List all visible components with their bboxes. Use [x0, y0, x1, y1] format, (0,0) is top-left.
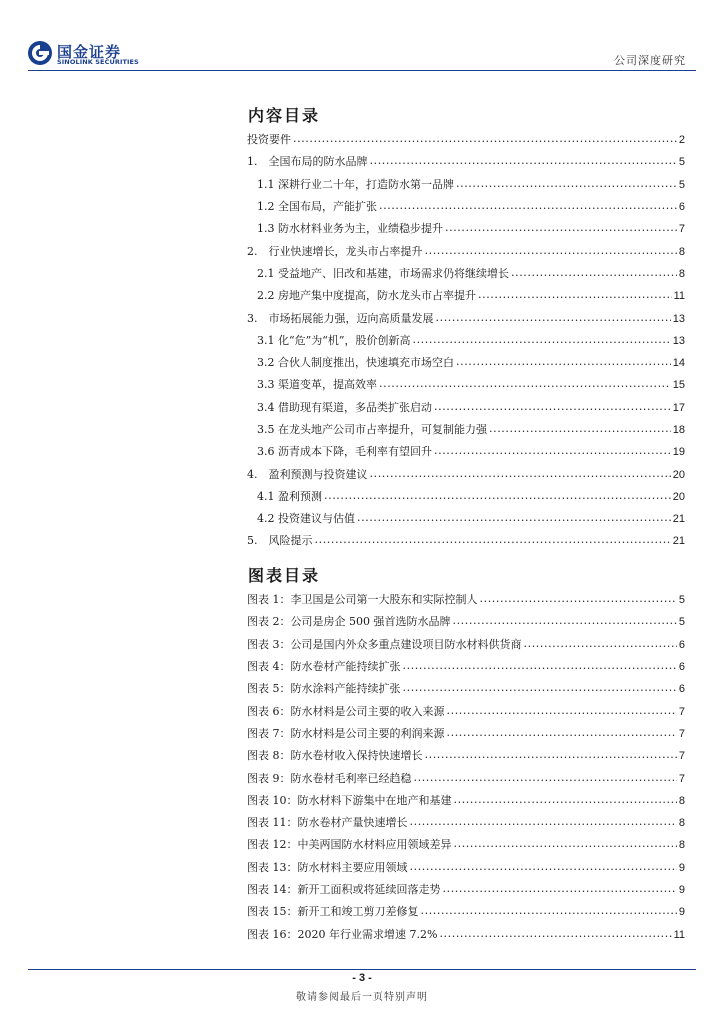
figure-entry-label: 图表 10：防水材料下游集中在地产和基建: [247, 793, 452, 807]
figure-entry[interactable]: [247, 812, 685, 834]
toc-entry-page: 18: [672, 424, 685, 436]
figure-entry-page: 6: [678, 661, 685, 674]
dot-leader: [370, 155, 677, 169]
dot-leader: [412, 334, 670, 348]
toc-entry[interactable]: [247, 263, 685, 285]
figure-entry-label: 图表 11：防水卷材产量快速增长: [247, 816, 408, 830]
toc-entry[interactable]: [247, 441, 685, 463]
dot-leader: [454, 794, 677, 808]
figure-entry[interactable]: [247, 879, 685, 901]
figure-entry[interactable]: [247, 901, 685, 923]
toc-entry-page: 20: [672, 490, 685, 503]
toc-entry-label: 1.1 深耕行业二十年，打造防水第一品牌: [257, 177, 454, 191]
toc-entry-page: 17: [672, 401, 685, 414]
toc-entry-label: 3.3 渠道变革，提高效率: [257, 378, 377, 392]
logo-english-name: SINOLINK SECURITIES: [57, 58, 139, 66]
logo-chinese-name: 国金证券: [57, 43, 122, 61]
toc-entry-label: 4.2 投资建议与估值: [257, 512, 355, 526]
figure-entry-label: 图表 14：新开工面积或将延续回落走势: [247, 883, 441, 896]
toc-entry-label: 3.1 化“危”为“机”，股价创新高: [257, 333, 411, 347]
dot-leader: [421, 905, 677, 919]
dot-leader: [511, 267, 677, 281]
figure-entry[interactable]: [247, 790, 685, 812]
figure-entry-page: 8: [678, 794, 685, 807]
toc-entry-label: 3.2 合伙人制度推出，快速填充市场空白: [257, 356, 454, 370]
dot-leader: [436, 312, 671, 326]
toc-entry[interactable]: [247, 129, 685, 151]
dot-leader: [414, 772, 677, 786]
toc-entry[interactable]: [247, 397, 685, 419]
figure-entry-label: 图表 7：防水材料是公司主要的利润来源: [247, 726, 445, 740]
figure-entry[interactable]: [247, 857, 685, 879]
dot-leader: [443, 883, 677, 897]
figure-entry[interactable]: [247, 767, 685, 789]
toc-entry[interactable]: [247, 419, 685, 441]
figure-entry-page: 8: [678, 817, 685, 830]
dot-leader: [456, 178, 677, 192]
toc-entry[interactable]: [247, 352, 685, 374]
figure-entry-page: 7: [678, 705, 685, 718]
toc-entry-label: 3.5 在龙头地产公司市占率提升，可复制能力强: [257, 423, 487, 436]
toc-entry[interactable]: [247, 151, 685, 173]
figure-entry-label: 图表 12：中美两国防水材料应用领域差异: [247, 838, 452, 852]
dot-leader: [425, 749, 677, 763]
figure-entry-page: 6: [678, 638, 685, 651]
figure-entry-page: 7: [678, 750, 685, 763]
figure-entry[interactable]: [247, 923, 685, 945]
report-type-label: 公司深度研究: [614, 54, 686, 67]
figure-entry-page: 5: [678, 594, 685, 607]
figure-entry-label: 图表 16：2020 年行业需求增速 7.2%: [247, 927, 438, 941]
footer-divider: [28, 969, 696, 970]
figure-entry-label: 图表 9：防水卷材毛利率已经趋稳: [247, 771, 412, 785]
dot-leader: [447, 705, 677, 719]
dot-leader: [379, 200, 677, 214]
figure-entry-label: 图表 4：防水卷材产能持续扩张: [247, 660, 401, 674]
dot-leader: [315, 534, 671, 548]
toc-entry-label: 3.6 沥青成本下降，毛利率有望回升: [257, 445, 432, 459]
figure-entry-label: 图表 1：李卫国是公司第一大股东和实际控制人: [247, 593, 478, 607]
toc-entry[interactable]: [247, 530, 685, 552]
figure-entry-label: 图表 8：防水卷材收入保持快速增长: [247, 749, 423, 763]
figure-entry-page: 9: [678, 906, 685, 919]
toc-entry-page: 15: [672, 379, 685, 392]
dot-leader: [403, 682, 677, 696]
figure-entry[interactable]: [247, 678, 685, 700]
figure-entry[interactable]: [247, 745, 685, 767]
toc-entry-label: 2.2 房地产集中度提高，防水龙头市占率提升: [257, 289, 476, 303]
dot-leader: [357, 512, 671, 526]
figure-entry[interactable]: [247, 700, 685, 722]
toc-entry-page: 11: [673, 290, 685, 303]
disclaimer: 敬请参阅最后一页特别声明: [296, 992, 428, 1003]
page-header: [0, 0, 724, 74]
toc-entry-page: 8: [678, 245, 685, 258]
toc-entry[interactable]: [247, 218, 685, 240]
figure-entry-page: 7: [678, 727, 685, 740]
toc-entry-label: 2.1 受益地产、旧改和基建，市场需求仍将继续增长: [257, 266, 509, 280]
dot-leader: [410, 861, 677, 875]
toc-title: 内容目录: [248, 106, 321, 125]
page-number: - 3 -: [352, 972, 372, 984]
sinolink-logo-icon: [27, 40, 53, 66]
dot-leader: [447, 727, 677, 741]
toc-entry-label: 3. 市场拓展能力强，迈向高质量发展: [247, 311, 434, 325]
toc-entry-page: 8: [678, 267, 685, 280]
figure-entry-page: 11: [673, 928, 685, 941]
toc-entry-page: 19: [672, 446, 685, 459]
figure-entry-page: 9: [678, 884, 685, 896]
dot-leader: [452, 615, 676, 629]
company-logo: [27, 40, 137, 70]
toc-entry-page: 20: [672, 468, 685, 481]
figure-entry-page: 6: [678, 683, 685, 696]
figure-entry-page: 7: [678, 772, 685, 785]
toc-entry[interactable]: [247, 508, 685, 530]
toc-entry-label: 3.4 借助现有渠道，多品类扩张启动: [257, 400, 432, 414]
dot-leader: [403, 660, 677, 674]
toc-entry[interactable]: [247, 463, 685, 485]
toc-entry-label: 4. 盈利预测与投资建议: [247, 467, 368, 481]
toc-entry-page: 13: [672, 334, 685, 347]
toc-entry-label: 1. 全国布局的防水品牌: [247, 155, 368, 169]
list-of-figures: [247, 589, 685, 946]
dot-leader: [454, 838, 677, 852]
dot-leader: [324, 490, 671, 504]
figure-entry-label: 图表 2：公司是房企 500 强首选防水品牌: [247, 615, 451, 629]
toc-entry-label: 1.2 全国布局，产能扩张: [257, 200, 377, 214]
toc-entry-label: 4.1 盈利预测: [257, 489, 322, 503]
figure-entry[interactable]: [247, 656, 685, 678]
dot-leader: [489, 423, 671, 437]
dot-leader: [445, 222, 677, 236]
toc-entry-label: 投资要件: [247, 133, 291, 147]
dot-leader: [478, 289, 672, 303]
figure-entry-page: 9: [678, 861, 685, 874]
figure-entry[interactable]: [247, 834, 685, 856]
dot-leader: [480, 593, 677, 607]
dot-leader: [524, 638, 677, 652]
toc-entry-page: 6: [678, 201, 685, 214]
dot-leader: [434, 445, 671, 459]
figure-entry-label: 图表 15：新开工和竣工剪刀差修复: [247, 905, 419, 919]
toc-entry-page: 21: [672, 513, 685, 526]
figure-entry-label: 图表 3：公司是国内外众多重点建设项目防水材料供货商: [247, 637, 522, 651]
dot-leader: [434, 401, 671, 415]
toc-entry-page: 2: [678, 134, 685, 147]
dot-leader: [410, 816, 677, 830]
toc-entry[interactable]: [247, 285, 685, 307]
toc-entry-page: 21: [672, 535, 685, 548]
dot-leader: [370, 468, 671, 482]
figure-entry[interactable]: [247, 634, 685, 656]
toc-entry-page: 5: [678, 156, 685, 169]
toc-entry-page: 5: [678, 178, 685, 191]
toc-entry[interactable]: [247, 307, 685, 329]
table-of-contents: [247, 129, 685, 553]
figure-entry[interactable]: [247, 611, 685, 633]
toc-entry[interactable]: [247, 486, 685, 508]
figure-entry-label: 图表 6：防水材料是公司主要的收入来源: [247, 704, 445, 718]
header-divider: [28, 70, 696, 71]
toc-entry-label: 2. 行业快速增长，龙头市占率提升: [247, 244, 423, 258]
toc-entry[interactable]: [247, 196, 685, 218]
dot-leader: [379, 378, 671, 392]
figure-entry-page: 8: [678, 839, 685, 852]
figure-entry-label: 图表 5：防水涂料产能持续扩张: [247, 682, 401, 696]
dot-leader: [293, 133, 677, 147]
dot-leader: [425, 245, 677, 259]
dot-leader: [456, 356, 671, 370]
toc-entry[interactable]: [247, 330, 685, 352]
figures-title: 图表目录: [248, 566, 321, 585]
toc-entry[interactable]: [247, 240, 685, 262]
toc-entry[interactable]: [247, 374, 685, 396]
toc-entry-label: 1.3 防水材料业务为主，业绩稳步提升: [257, 222, 443, 236]
figure-entry-label: 图表 13：防水材料主要应用领域: [247, 860, 408, 874]
toc-entry-label: 5. 风险提示: [247, 534, 313, 548]
figure-entry[interactable]: [247, 589, 685, 611]
toc-entry-page: 13: [672, 312, 685, 325]
toc-entry-page: 7: [678, 223, 685, 236]
toc-entry-page: 14: [672, 357, 685, 370]
dot-leader: [439, 928, 671, 942]
figure-entry[interactable]: [247, 723, 685, 745]
toc-entry[interactable]: [247, 174, 685, 196]
figure-entry-page: 5: [678, 616, 685, 629]
